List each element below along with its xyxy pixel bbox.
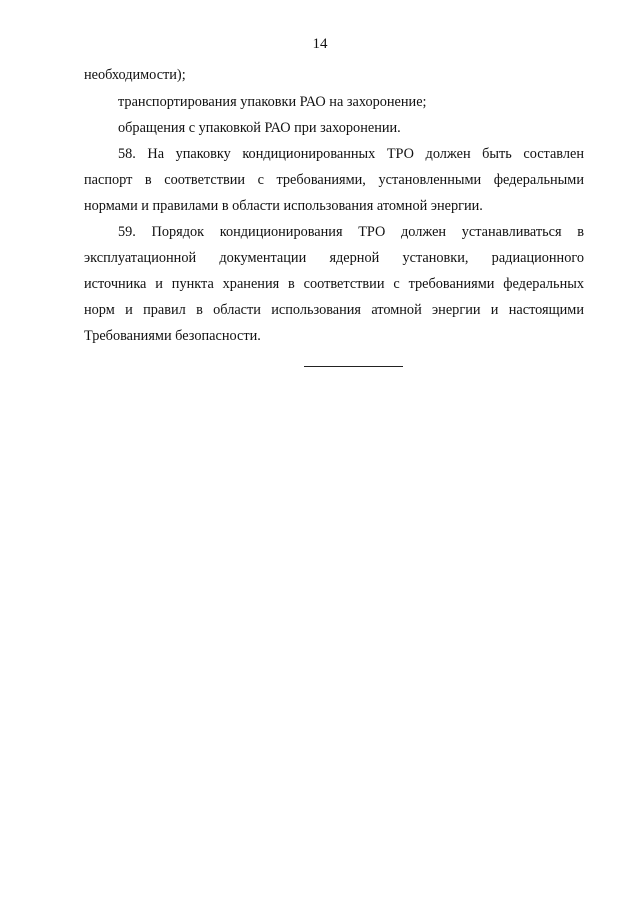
paragraph-58-line: паспорт в соответствии с требованиями, установленными федеральными (84, 172, 584, 188)
paragraph-59-line: норм и правил в области использования атомной энергии и настоящими (84, 302, 584, 318)
paragraph-59-line: эксплуатационной документации ядерной установки, радиационного (84, 250, 584, 266)
paragraph-59-line: источника и пункта хранения в соответствии с требованиями федеральных (84, 276, 584, 292)
paragraph-58-line: 58. На упаковку кондиционированных ТРО должен быть составлен (118, 146, 584, 162)
text-line: транспортирования упаковки РАО на захоронение; (118, 94, 427, 110)
paragraph-58-line: нормами и правилами в области использования атомной энергии. (84, 198, 483, 214)
text-line: необходимости); (84, 67, 186, 83)
paragraph-59-line: 59. Порядок кондиционирования ТРО должен устанавливаться в (118, 224, 584, 240)
end-separator-line (304, 366, 403, 367)
paragraph-59-line: Требованиями безопасности. (84, 328, 261, 344)
page-number: 14 (312, 36, 328, 52)
text-line: обращения с упаковкой РАО при захоронении. (118, 120, 401, 136)
